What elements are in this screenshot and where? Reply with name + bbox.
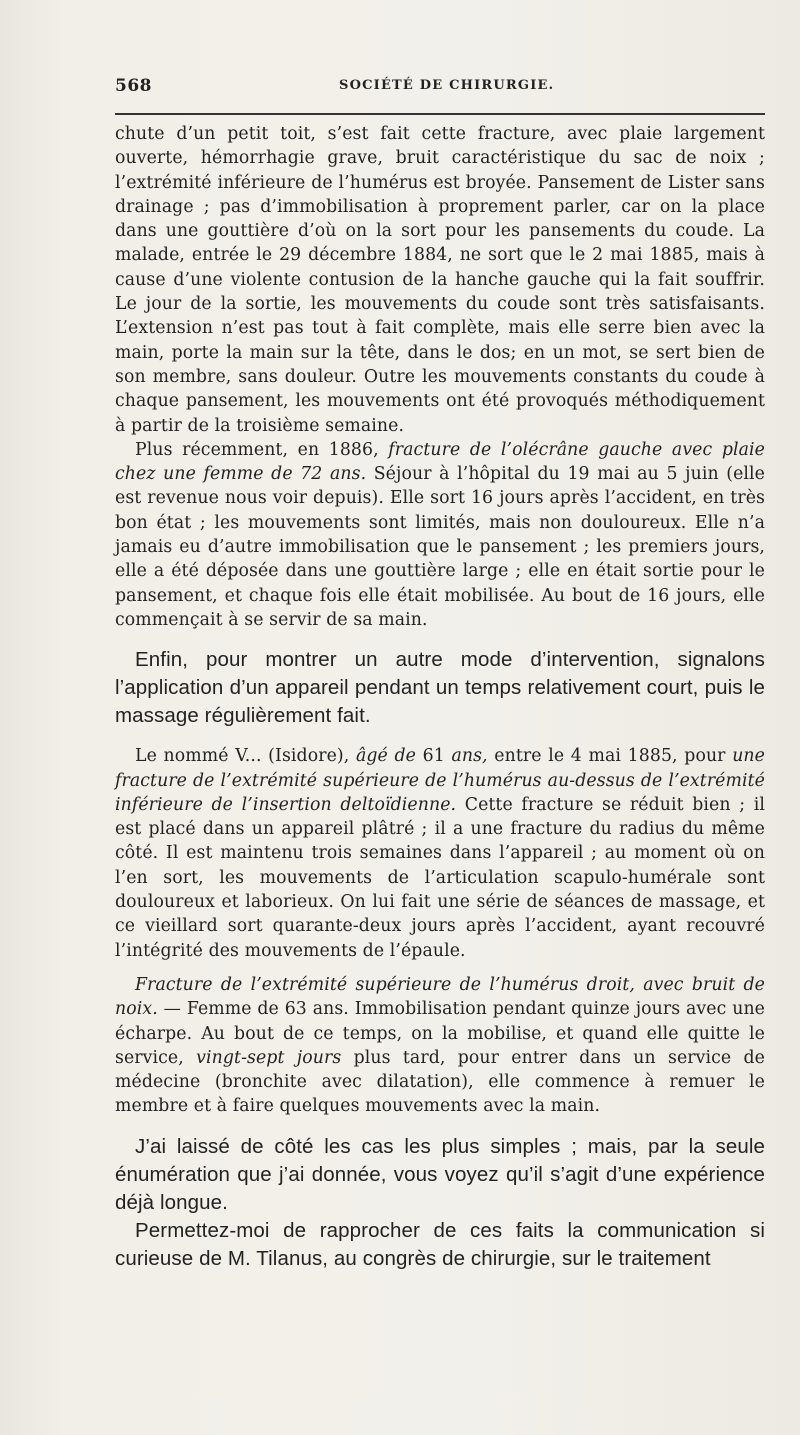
paragraph-right-humerus-case [115,973,765,1119]
paragraph-olecranon-case [115,438,765,632]
page-number: 568 [115,76,152,96]
italic-segment: âgé de [355,746,416,767]
text-segment: chute d’un petit toit, s’est fait cette fracture, avec plaie largement ouverte, hémorrhagie grave, bruit caractéristique du sac de noix ; l’extrémité inférieure de l’humérus est broyée. Pansement de Lister sans drainage ; pas d’immobilisation à proprement parler, car on la place dans une gouttière d’où on la sort pour les pansements du coude. La malade, entrée le 29 décembre 1884, ne sort que le 2 mai 1885, mais à cause d’une violente contusion de la hanche gauche qui la fait souffrir. Le jour de la sortie, les mouvements du coude sont très satisfaisants. L’extension n’est pas tout à fait complète, mais elle serre bien avec la main, porte la main sur la tête, dans le dos; en un mot, se sert bien de son membre, sans douleur. Outre les mouvements constants du coude à chaque pansement, les mouvements ont été provoqués méthodiquement à partir de la troisième semaine. [115,124,765,436]
paragraph-intervention [115,646,765,730]
body-text [115,122,765,1273]
text-segment: Plus récemment, en 1886, [135,439,389,460]
text-segment: entre le 4 mai 1885, pour [487,746,733,767]
text-segment: J’ai laissé de côté les cas les plus simples ; mais, par la seule énumération que j’ai donnée, vous voyez qu’il s’agit d’une expérience déjà longue. [115,1134,765,1214]
italic-segment: fracture de l’olécrâne gauche avec plaie chez une femme de 72 ans. [115,439,765,485]
header-rule [115,113,765,115]
page-header [115,76,765,100]
text-segment: — Femme de 63 ans. Immobilisation pendant quinze jours avec une écharpe. Au bout de ce temps, on la mobilise, et quand elle quitte le service, [115,999,765,1068]
italic-segment: ans, [451,746,488,767]
paragraph-lister-case [115,122,765,438]
text-segment: 61 [415,746,452,767]
text-segment: Enfin, pour montrer un autre mode d’intervention, signalons l’application d’un appareil pendant un temps relativement court, puis le massage régulièrement fait. [115,648,765,728]
text-segment: Permettez-moi de rapprocher de ces faits la communication si curieuse de M. Tilanus, au congrès de chirurgie, sur le traitement [115,1218,765,1270]
paragraph-tilanus [115,1217,765,1273]
italic-segment: Fracture de l’extrémité supérieure de l’humérus droit, avec bruit de noix. [115,974,765,1020]
text-segment: Séjour à l’hôpital du 19 mai au 5 juin (elle est revenue nous voir depuis). Elle sort 16 jours après l’accident, en très bon état ; les mouvements sont limités, mais non douloureux. Elle n’a jamais eu d’autre immobilisation que le pansement ; les premiers jours, elle a été déposée dans une gouttière large ; elle en était sortie pour le pansement, et chaque fois elle était mobilisée. Au bout de 16 jours, elle commençait à se servir de sa main. [115,464,766,630]
text-segment: plus tard, pour entrer dans un service de médecine (bronchite avec dilatation), elle commence à remuer le membre et à faire quelques mouvements avec la main. [115,1047,766,1117]
paragraph-isidore-case [115,744,765,963]
italic-segment: vingt-sept jours [196,1047,342,1068]
paragraph-experience [115,1133,765,1217]
running-title: SOCIÉTÉ DE CHIRURGIE. [339,78,555,93]
text-segment: Cette fracture se réduit bien ; il est placé dans un appareil plâtré ; il a une fracture du radius du même côté. Il est maintenu trois semaines dans l’appareil ; au moment où on l’en sort, les mouvements de l’articulation scapulo-humérale sont douloureux et laborieux. On lui fait une série de séances de massage, et ce vieillard sort quarante-deux jours après l’accident, ayant recouvré l’intégrité des mouvements de l’épaule. [115,794,765,961]
italic-segment: une fracture de l’extrémité supérieure de l’humérus au-dessus de l’extrémité inférieure de l’insertion deltoïdienne. [115,746,765,815]
text-segment: Le nommé V... (Isidore), [135,746,356,767]
